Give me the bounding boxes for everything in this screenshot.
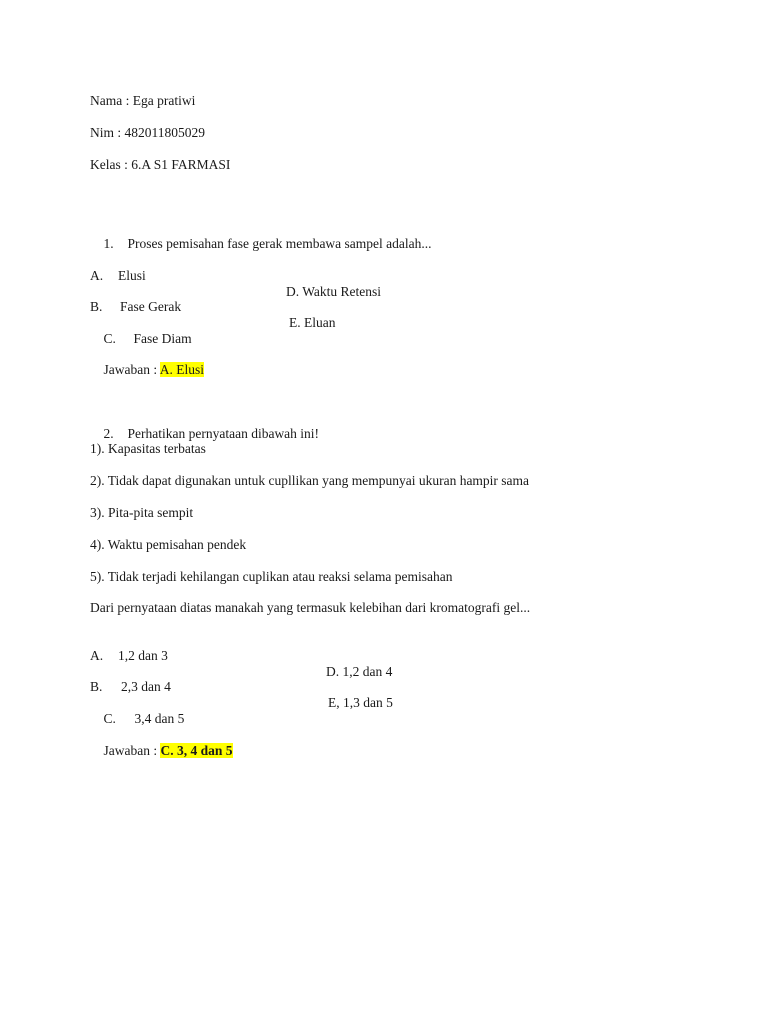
q1-answer [90, 346, 204, 394]
q2-option-row-b [90, 663, 690, 710]
q2-option-e: E, 1,3 dan 5 [328, 695, 393, 710]
q1-option-a-letter: A. [90, 268, 104, 283]
q2-option-a-text: 1,2 dan 3 [118, 648, 168, 663]
q1-option-row-b [90, 283, 690, 330]
q1-answer-highlight: A. Elusi [159, 362, 205, 377]
q1-option-b-text: Fase Gerak [120, 299, 182, 314]
q2-option-a [90, 648, 168, 664]
question-2-number: 2. [103, 426, 114, 441]
q2-option-c-letter: C. [103, 711, 116, 726]
q1-option-c-letter: C. [103, 331, 116, 346]
q2-statement-2: 2). Tidak dapat digunakan untuk cupllikan yang mempunyai ukuran hampir sama [90, 473, 530, 488]
student-class: Kelas : 6.A S1 FARMASI [90, 157, 231, 172]
q1-option-e: E. Eluan [289, 315, 336, 330]
q2-answer [90, 727, 233, 775]
question-1-number: 1. [103, 236, 114, 251]
q1-option-a-text: Elusi [118, 268, 146, 283]
student-nim: Nim : 482011805029 [90, 125, 206, 140]
q1-answer-label: Jawaban : [103, 362, 160, 377]
q1-option-d: D. Waktu Retensi [286, 284, 382, 299]
q1-option-b-letter: B. [90, 299, 103, 314]
question-1-text: Proses pemisahan fase gerak membawa sampel adalah... [127, 236, 432, 251]
q2-prompt: Dari pernyataan diatas manakah yang termasuk kelebihan dari kromatografi gel... [90, 600, 531, 615]
q2-statement-5: 5). Tidak terjadi kehilangan cuplikan atau reaksi selama pemisahan [90, 569, 453, 584]
q2-option-c-text: 3,4 dan 5 [134, 711, 185, 726]
q2-answer-highlight: C. 3, 4 dan 5 [160, 743, 233, 758]
q2-option-b-letter: B. [90, 679, 103, 694]
q2-option-b [90, 679, 171, 695]
q2-option-a-letter: A. [90, 648, 104, 663]
q2-answer-label: Jawaban : [103, 743, 161, 758]
q2-statement-1: 1). Kapasitas terbatas [90, 441, 206, 456]
q2-option-row-a [90, 632, 690, 679]
q1-option-a [90, 268, 146, 284]
q2-option-d: D. 1,2 dan 4 [326, 664, 393, 679]
student-name: Nama : Ega pratiwi [90, 93, 196, 108]
q2-statement-3: 3). Pita-pita sempit [90, 505, 194, 520]
question-2-text: Perhatikan pernyataan dibawah ini! [127, 426, 320, 441]
q2-statement-4: 4). Waktu pemisahan pendek [90, 537, 247, 552]
q1-option-c-text: Fase Diam [133, 331, 192, 346]
q1-option-b [90, 299, 181, 315]
q1-option-row-a [90, 252, 690, 299]
q2-option-b-text: 2,3 dan 4 [121, 679, 171, 694]
